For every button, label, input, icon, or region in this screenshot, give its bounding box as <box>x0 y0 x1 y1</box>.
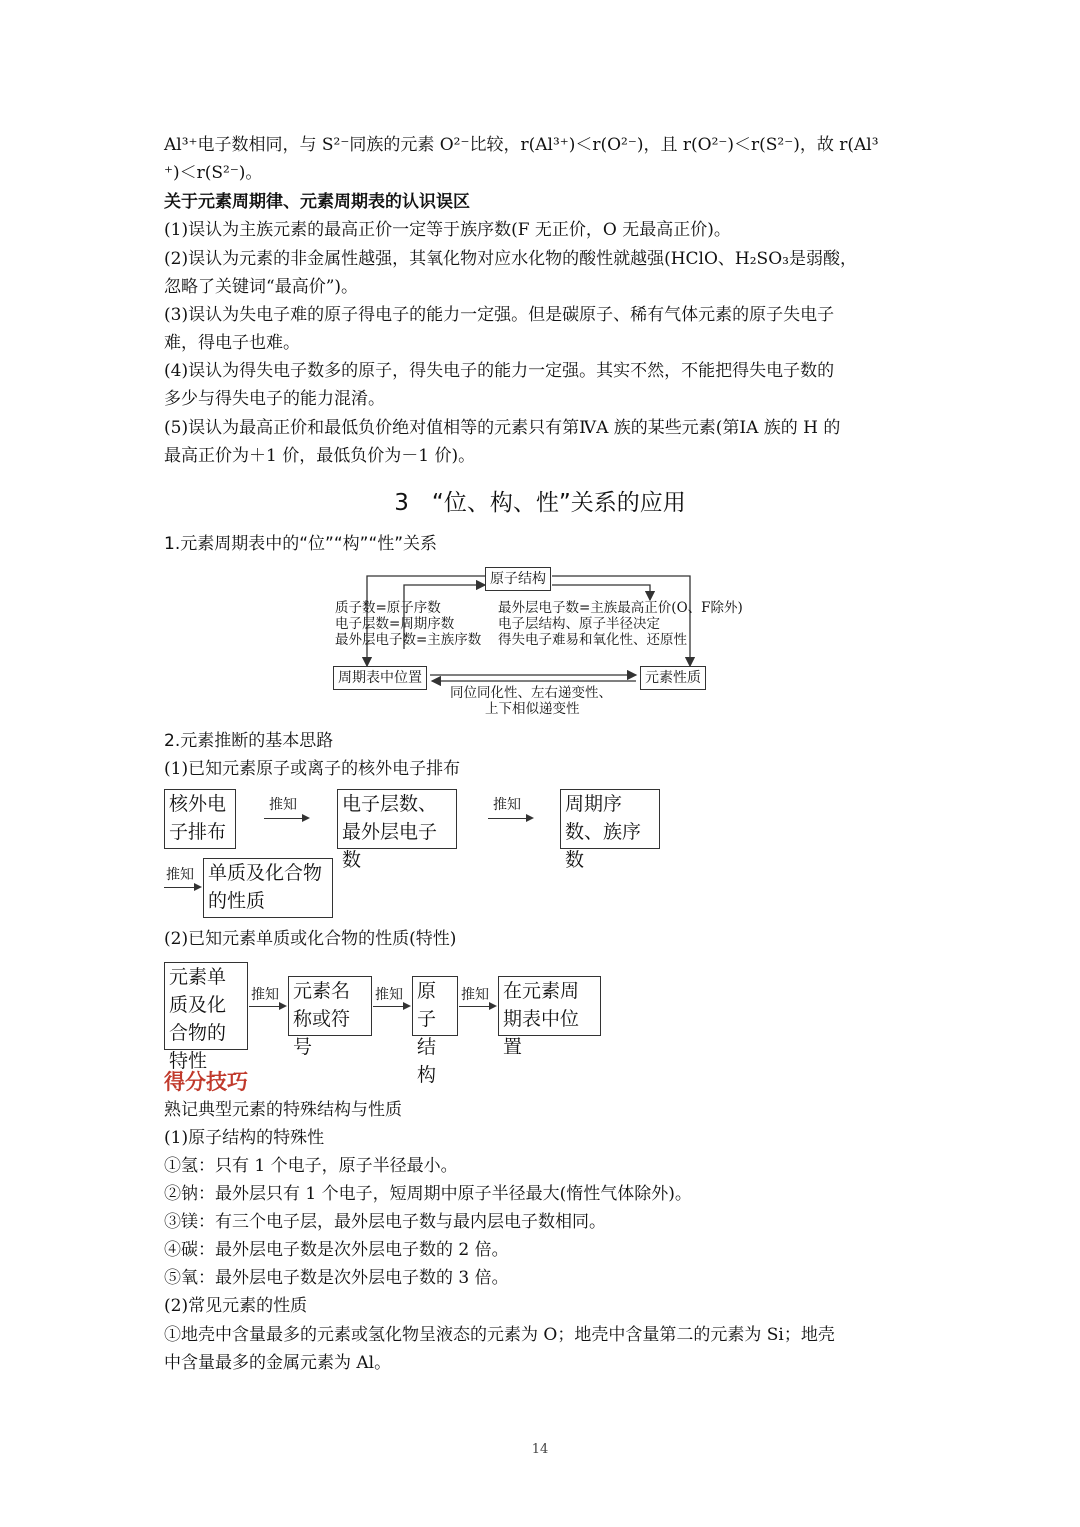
flow-box: 元素单质及化合物的特性 <box>164 962 248 1050</box>
text-line: 中含量最多的金属元素为 Al。 <box>164 1353 392 1373</box>
diagram-bottom-text: 同位同化性、左右递变性、 <box>450 685 612 701</box>
text-line: Al³⁺电子数相同，与 S²⁻同族的元素 O²⁻比较，r(Al³⁺)＜r(O²⁻)，且 r(O²⁻)＜r(S²⁻)，故 r(Al³ <box>164 135 879 155</box>
text-line: (2)已知元素单质或化合物的性质(特性) <box>164 929 457 949</box>
element-property-box: 元素性质 <box>640 666 706 690</box>
arrow-label: 推知 <box>251 987 279 1003</box>
diagram-left-text: 质子数=原子序数 <box>335 600 441 616</box>
diagram-bottom-text: 上下相似递变性 <box>485 701 580 717</box>
periodic-position-box: 周期表中位置 <box>333 666 427 690</box>
flow-box: 单质及化合物的性质 <box>203 858 333 918</box>
arrow-label: 推知 <box>493 797 521 813</box>
text-line: (1)误认为主族元素的最高正价一定等于族序数(F 无正价，O 无最高正价)。 <box>164 220 731 240</box>
text-line: (5)误认为最高正价和最低负价绝对值相等的元素只有第ⅣA 族的某些元素(第ⅠA 族的 H 的 <box>164 418 841 438</box>
flow-arrow <box>459 1006 495 1007</box>
diagram-left-text: 最外层电子数=主族序数 <box>335 632 482 648</box>
flow-box: 核外电子排布 <box>164 789 236 849</box>
text-line: 最高正价为＋1 价，最低负价为－1 价)。 <box>164 446 476 466</box>
subsection-title: 2.元素推断的基本思路 <box>164 731 334 751</box>
text-line: ①氢：只有 1 个电子，原子半径最小。 <box>164 1156 458 1176</box>
arrow-label: 推知 <box>461 987 489 1003</box>
subsection-title: 1.元素周期表中的“位”“构”“性”关系 <box>164 534 438 554</box>
flow-arrow <box>373 1006 409 1007</box>
text-line: (4)误认为得失电子数多的原子，得失电子的能力一定强。其实不然，不能把得失电子数的 <box>164 361 835 381</box>
text-line: (2)误认为元素的非金属性越强，其氧化物对应水化物的酸性就越强(HClO、H₂SO₃是弱酸， <box>164 249 857 269</box>
arrow-label: 推知 <box>375 987 403 1003</box>
flow-arrow <box>164 887 200 888</box>
tips-title: 得分技巧 <box>164 1070 248 1094</box>
flow-box: 在元素周期表中位置 <box>498 976 601 1036</box>
arrow-label: 推知 <box>269 797 297 813</box>
flow-box: 周期序数、族序数 <box>560 789 660 849</box>
text-line: ②钠：最外层只有 1 个电子，短周期中原子半径最大(惰性气体除外)。 <box>164 1184 692 1204</box>
diagram-right-text: 最外层电子数=主族最高正价(O、F除外) <box>498 600 743 616</box>
text-line: ③镁：有三个电子层，最外层电子数与最内层电子数相同。 <box>164 1212 606 1232</box>
diagram-left-text: 电子层数=周期序数 <box>335 616 455 632</box>
text-line: 难，得电子也难。 <box>164 333 300 353</box>
flow-arrow <box>264 818 308 819</box>
atomic-structure-box: 原子结构 <box>485 567 551 591</box>
text-line: (1)原子结构的特殊性 <box>164 1128 325 1148</box>
text-line: (1)已知元素原子或离子的核外电子排布 <box>164 759 461 779</box>
flow-box: 电子层数、最外层电子数 <box>337 789 457 849</box>
text-line: ⑤氧：最外层电子数是次外层电子数的 3 倍。 <box>164 1268 509 1288</box>
flow-arrow <box>249 1006 285 1007</box>
flow-box: 原子结构 <box>412 976 458 1036</box>
text-line: ⁺)＜r(S²⁻)。 <box>164 163 263 183</box>
page-number: 14 <box>531 1442 549 1457</box>
text-line: (2)常见元素的性质 <box>164 1296 308 1316</box>
flow-box: 元素名称或符号 <box>288 976 372 1036</box>
misconceptions-title: 关于元素周期律、元素周期表的认识误区 <box>164 192 470 212</box>
section-heading: 3 “位、构、性”关系的应用 <box>394 490 686 516</box>
text-line: ④碳：最外层电子数是次外层电子数的 2 倍。 <box>164 1240 509 1260</box>
arrow-label: 推知 <box>166 867 194 883</box>
flow-arrow <box>488 818 532 819</box>
text-line: 忽略了关键词“最高价”)。 <box>164 277 359 297</box>
text-line: ①地壳中含量最多的元素或氢化物呈液态的元素为 O；地壳中含量第二的元素为 Si；地壳 <box>164 1325 835 1345</box>
diagram-right-text: 电子层结构、原子半径决定 <box>498 616 660 632</box>
text-line: 熟记典型元素的特殊结构与性质 <box>164 1100 402 1120</box>
diagram-right-text: 得失电子难易和氧化性、还原性 <box>498 632 687 648</box>
text-line: 多少与得失电子的能力混淆。 <box>164 389 385 409</box>
text-line: (3)误认为失电子难的原子得电子的能力一定强。但是碳原子、稀有气体元素的原子失电子 <box>164 305 835 325</box>
